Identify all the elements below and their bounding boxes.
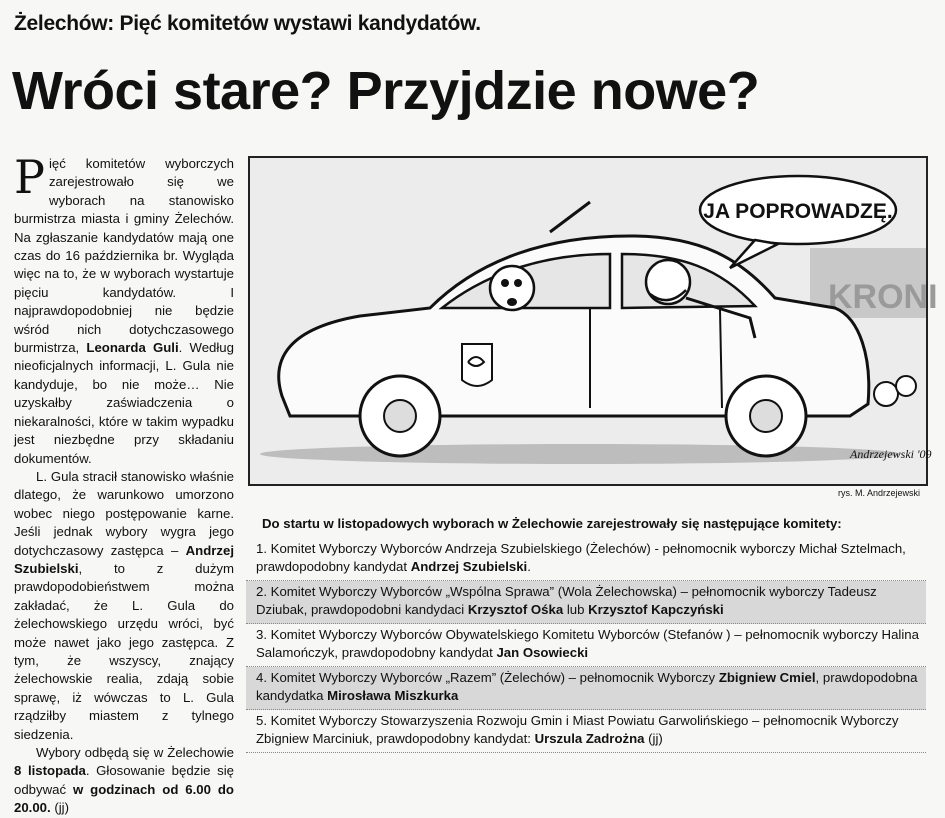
illustration-credit: rys. M. Andrzejewski xyxy=(838,488,921,498)
candidate-name: Krzysztof Kapczyński xyxy=(588,602,724,617)
item-text: 1. Komitet Wyborczy Wyborców Andrzeja Szubielskiego (Żelechów) - pełnomocnik wyborczy Michał Sztelmach, prawdopodobny kandydat xyxy=(256,541,906,574)
p2-text-c: , to z dużym prawdopodobieństwem można zakładać, że L. Gula do żelechowskiego urzędu wróci, być może nawet jako jego zastępca. Z tym, że wszyscy, znający żelechowskie realia, zdają sobie sprawę, iż wówczas to L. Gula rządziłby miastem z tylnego siedzenia. xyxy=(14,560,234,742)
p2-text-a: L. Gula stracił stanowisko właśnie dlatego, że warunkowo umorzono wobec niego postępowanie karne. Jeśli jednak wybory wygra jego dotychczasowy zastępca – xyxy=(14,468,234,558)
item-text: (jj) xyxy=(644,731,663,746)
front-hubcap xyxy=(384,400,416,432)
item-text: , prawdopodobna kandydatka xyxy=(256,670,918,703)
committees-list xyxy=(246,538,926,753)
p2-name: Andrzej Szubielski xyxy=(14,542,234,576)
car-cartoon-svg xyxy=(250,158,938,484)
article-body xyxy=(14,150,234,818)
driver-eye xyxy=(501,279,509,287)
p1-text-a: ięć komitetów wyborczych zarejestrowało się we wyborach na stanowisko burmistrza miasta i gminy Żelechów. Na zgłaszanie kandydatów mają one czas do 16 października br. Wygląda więc na to, że w wyborach wystartuje pięciu kandydatów. I najprawdopodobniej nie będzie wśród nich dotychczasowego burmistrza, xyxy=(14,156,234,356)
p3-hours: w godzinach od 6.00 do 20.00. xyxy=(14,781,234,816)
p1-text-c: . Według nieoficjalnych informacji, L. Gula nie kandyduje, bo nie może… Nie uzyskałby zaświadczenia o niekaralności, które w takim wypadku jest niezbędne przy składaniu dokumentów. xyxy=(14,340,234,466)
rear-hubcap xyxy=(750,400,782,432)
item-text: 5. Komitet Wyborczy Stowarzyszenia Rozwoju Gmin i Miast Powiatu Garwolińskiego – pełnomocnik Wyborczy Zbigniew Marciniuk, prawdopodobny kandydat: xyxy=(256,713,899,746)
list-item xyxy=(246,581,926,624)
candidate-name: Mirosława Miszkurka xyxy=(327,688,459,703)
candidate-name: Urszula Zadrożna xyxy=(534,731,645,746)
exhaust-cloud xyxy=(896,376,916,396)
item-text: 3. Komitet Wyborczy Wyborców Obywatelskiego Komitetu Wyborców (Stefanów ) – pełnomocnik wyborczy Halina Salamończyk, prawdopodobny kandydat xyxy=(256,627,919,660)
item-text: lub xyxy=(563,602,589,617)
list-item xyxy=(246,538,926,581)
p3-author: (jj) xyxy=(50,800,69,816)
cartoon-illustration xyxy=(248,156,938,486)
driver-mouth xyxy=(507,298,517,306)
p1-name: Leonarda Guli xyxy=(86,340,179,356)
paragraph-3 xyxy=(14,744,234,818)
exhaust-cloud xyxy=(874,382,898,406)
paragraph-1 xyxy=(14,150,234,468)
candidate-name: Zbigniew Cmiel xyxy=(718,670,816,685)
artist-signature: Andrzejewski '09 xyxy=(850,447,932,461)
candidate-name: Jan Osowiecki xyxy=(496,645,589,660)
passenger-head xyxy=(646,260,690,304)
list-item xyxy=(246,624,926,667)
list-item xyxy=(246,667,926,710)
driver-eye xyxy=(514,279,522,287)
speech-text: JA POPROWADZĘ. xyxy=(703,200,893,223)
article-kicker: Żelechów: Pięć komitetów wystawi kandydatów. xyxy=(14,12,481,35)
wall-sign-text: KRONI xyxy=(828,278,938,316)
item-text: . xyxy=(527,559,531,574)
article-headline: Wróci stare? Przyjdzie nowe? xyxy=(12,61,760,121)
p3-date: 8 listopada xyxy=(14,763,86,779)
candidate-name: Krzysztof Ośka xyxy=(467,602,564,617)
paragraph-2 xyxy=(14,468,234,744)
list-item xyxy=(246,710,926,753)
item-text: 4. Komitet Wyborczy Wyborców „Razem” (Żelechów) – pełnomocnik Wyborczy xyxy=(256,670,719,685)
p3-text-a: Wybory odbędą się w Żelechowie xyxy=(36,745,234,760)
ground-shadow xyxy=(260,444,900,464)
p3-text-c: . Głosowanie będzie się odbywać xyxy=(14,763,234,797)
item-text: 2. Komitet Wyborczy Wyborców „Wspólna Sprawa” (Wola Żelechowska) – pełnomocnik wyborczy Tadeusz Dziubak, prawdopodobni kandydaci xyxy=(256,584,877,617)
candidate-name: Andrzej Szubielski xyxy=(410,559,528,574)
drop-cap: P xyxy=(14,150,45,204)
committees-intro: Do startu w listopadowych wyborach w Żelechowie zarejestrowały się następujące komitety: xyxy=(262,516,842,531)
